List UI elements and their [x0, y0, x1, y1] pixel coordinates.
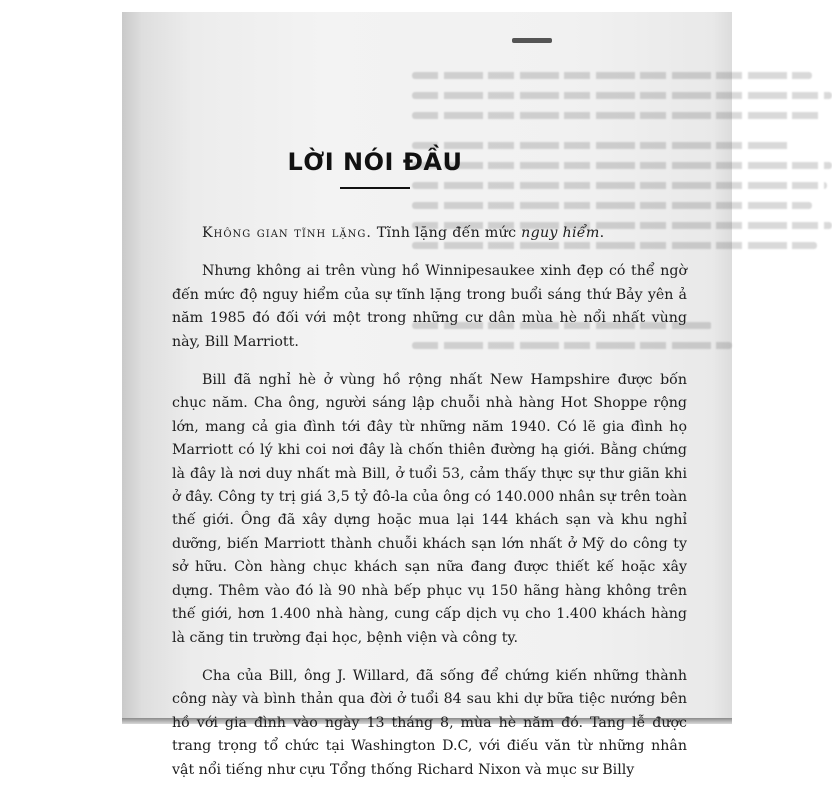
paragraph-3: Cha của Bill, ông J. Willard, đã sống để chứng kiến những thành công này và bình thản qua đời ở tuổi 84 sau khi dự bữa tiệc nướng bên hồ với gia đình vào ngày 13 tháng 8, mùa hè năm đó. Tang lễ được trang trọng tổ chức tại Washington D.C, với điếu văn từ những nhân vật nổi tiếng như cựu Tổng thống Richard Nixon và mục sư Billy	[172, 667, 687, 778]
title-underline	[340, 187, 410, 189]
intro-text: Tĩnh lặng đến mức	[371, 225, 522, 241]
intro-small-caps: Không gian tĩnh lặng.	[202, 225, 372, 241]
body-text	[172, 222, 687, 797]
paragraph-2: Bill đã nghỉ hè ở vùng hồ rộng nhất New Hampshire được bốn chục năm. Cha ông, người sáng lập chuỗi nhà hàng Hot Shoppe rộng lớn, mang cả gia đình tới đây từ những năm 1940. Có lẽ gia đình họ Marriott có lý khi coi nơi đây là chốn thiên đường hạ giới. Bằng chứng là đây là nơi duy nhất mà Bill, ở tuổi 53, cảm thấy thực sự thư giãn khi ở đây. Công ty trị giá 3,5 tỷ đô-la của ông có 140.000 nhân sự trên toàn thế giới. Ông đã xây dựng hoặc mua lại 144 khách sạn và khu nghỉ dưỡng, biến Marriott thành chuỗi khách sạn lớn nhất ở Mỹ do công ty sở hữu. Còn hàng chục khách sạn nữa đang được thiết kế hoặc xây dựng. Thêm vào đó là 90 nhà bếp phục vụ 150 hãng hàng không trên thế giới, hơn 1.400 nhà hàng, cung cấp dịch vụ cho 1.400 khách hàng là căng tin trường đại học, bệnh viện và công ty.	[172, 372, 687, 646]
chapter-title: LỜI NÓI ĐẦU	[287, 148, 463, 176]
intro-paragraph: Không gian tĩnh lặng. Tĩnh lặng đến mức nguy hiểm.	[202, 225, 605, 241]
show-through-header	[512, 38, 552, 43]
intro-emphasis: nguy hiểm	[521, 225, 600, 241]
paragraph-1: Nhưng không ai trên vùng hồ Winnipesaukee xinh đẹp có thể ngờ đến mức độ nguy hiểm của sự tĩnh lặng trong buổi sáng thứ Bảy yên ả năm 1985 đó đối với một trong những cư dân mùa hè nổi nhất vùng này, Bill Marriott.	[172, 263, 687, 350]
